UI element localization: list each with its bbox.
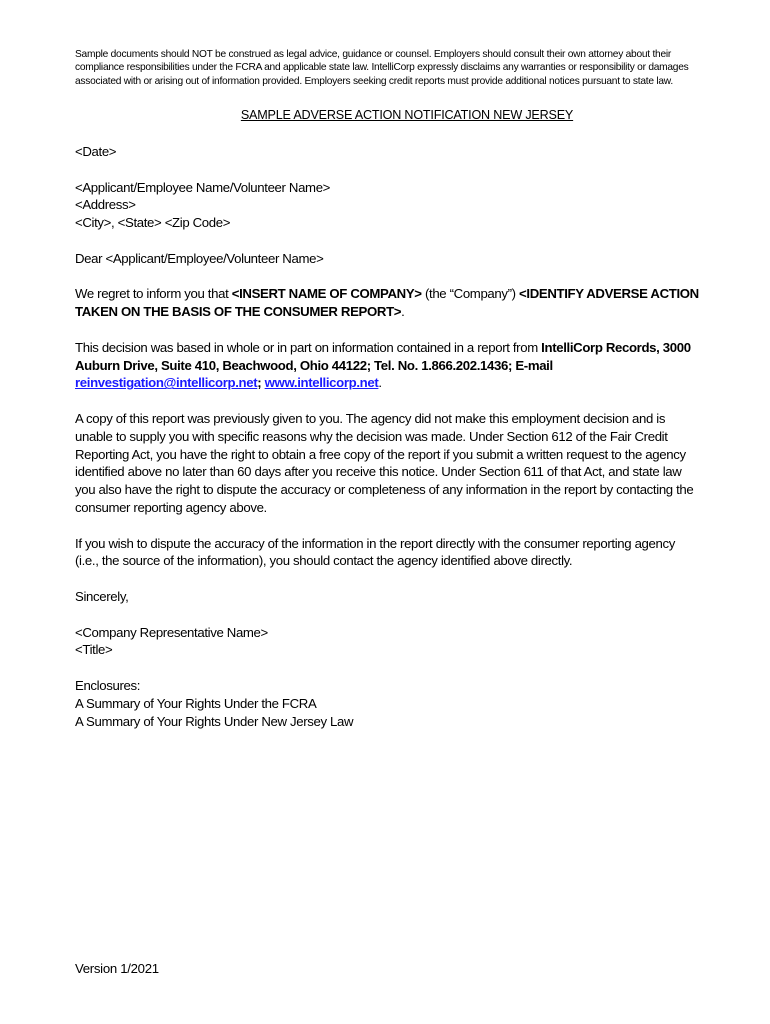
website-link[interactable]: www.intellicorp.net xyxy=(264,375,379,391)
p1-mid: (the “Company”) xyxy=(421,286,520,302)
p2-pre: This decision was based in whole or in part on information contained in a report from xyxy=(75,339,542,355)
paragraph-dispute: If you wish to dispute the accuracy of the information in the report directly with the consumer reporting agency (i.e., the source of the information), you should contact the agency identified above directly. xyxy=(75,535,675,569)
letter-body xyxy=(75,143,700,748)
representative-name: <Company Representative Name> xyxy=(75,624,268,640)
representative-title: <Title> xyxy=(75,642,113,658)
paragraph-agency-info xyxy=(75,339,700,392)
p1-pre: We regret to inform you that xyxy=(75,286,232,302)
enclosure-item: A Summary of Your Rights Under the FCRA xyxy=(75,695,317,711)
recipient-address: <Address> xyxy=(75,197,136,213)
paragraph-rights: A copy of this report was previously given to you. The agency did not make this employment decision and is unable to supply you with specific reasons why the decision was made. Under Section 612 of the Fair Credit Reporting Act, you have the right to obtain a free copy of the report if you submit a written request to the agency identified above no later than 60 days after you receive this notice. Under Section 611 of that Act, and state law you also have the right to dispute the accuracy or completeness of any information in the report by contacting the consumer reporting agency above. xyxy=(75,410,694,515)
recipient-name: <Applicant/Employee Name/Volunteer Name> xyxy=(75,179,331,195)
adverse-action-placeholder: <IDENTIFY ADVERSE ACTION TAKEN ON THE BASIS OF THE CONSUMER REPORT> xyxy=(75,286,699,320)
p2-post: . xyxy=(378,375,382,391)
signature-block xyxy=(75,624,700,660)
recipient-block xyxy=(75,179,700,232)
enclosure-item: A Summary of Your Rights Under New Jersey Law xyxy=(75,713,354,729)
closing: Sincerely, xyxy=(75,588,129,604)
salutation: Dear <Applicant/Employee/Volunteer Name> xyxy=(75,250,324,266)
p1-post: . xyxy=(401,304,405,320)
document-title: SAMPLE ADVERSE ACTION NOTIFICATION NEW JERSEY xyxy=(240,108,574,122)
enclosures-block xyxy=(75,677,700,730)
email-link[interactable]: reinvestigation@intellicorp.net xyxy=(75,375,258,391)
link-separator: ; xyxy=(257,375,265,391)
enclosures-label: Enclosures: xyxy=(75,677,141,693)
date-placeholder: <Date> xyxy=(75,144,117,159)
company-placeholder: <INSERT NAME OF COMPANY> xyxy=(231,286,422,302)
paragraph-adverse-action xyxy=(75,285,700,321)
recipient-city-state-zip: <City>, <State> <Zip Code> xyxy=(75,215,231,231)
disclaimer-text: Sample documents should NOT be construed as legal advice, guidance or counsel. Employers should consult their own attorney about their compliance responsibilities under the FCRA and applicable state law. IntelliCorp expressly disclaims any warranties or responsibility or damages associated with or arising out of information provided. Employers seeking credit reports must provide additional notices pursuant to state law. xyxy=(75,49,689,87)
agency-contact: IntelliCorp Records, 3000 Auburn Drive, Suite 410, Beachwood, Ohio 44122; Tel. No. 1.866.202.1436; E-mail xyxy=(75,339,691,373)
version-footer: Version 1/2021 xyxy=(75,961,159,976)
